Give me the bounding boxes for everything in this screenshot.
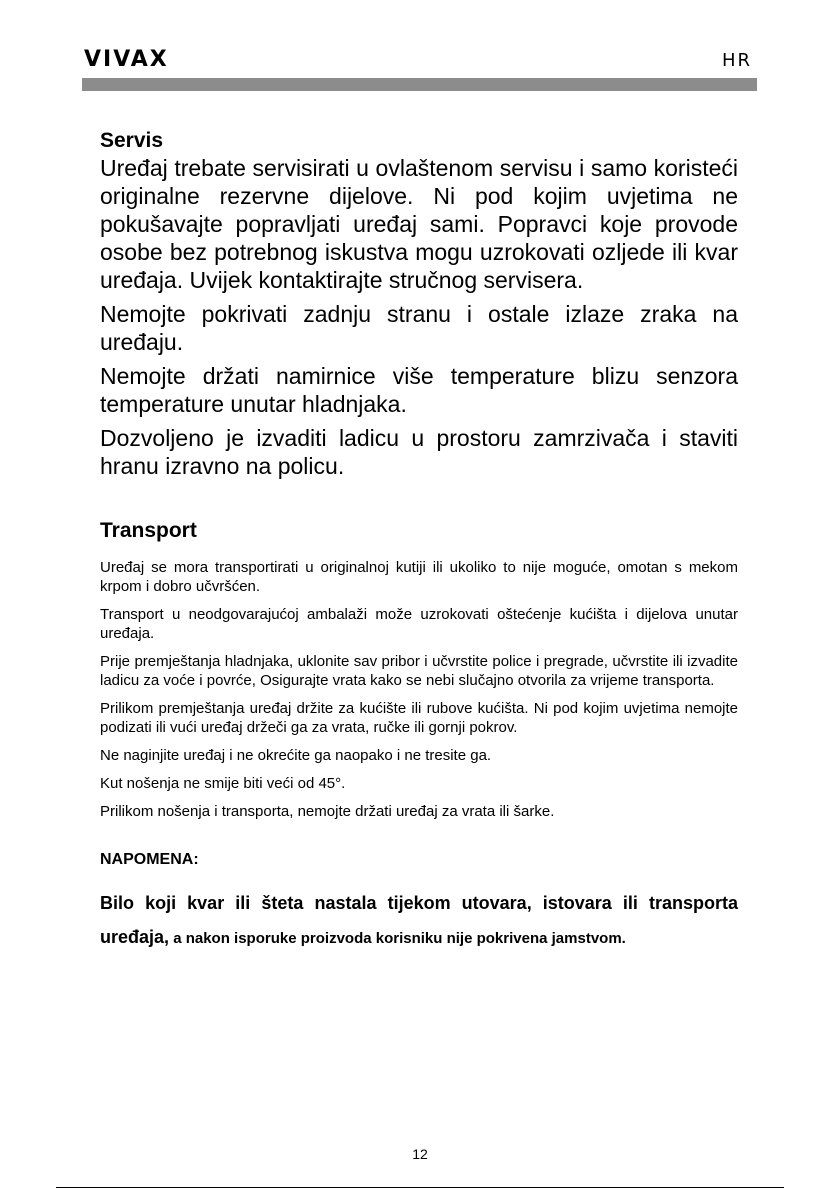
section-title-servis: Servis [100, 129, 164, 152]
note-text [100, 886, 738, 956]
servis-paragraph: Nemojte držati namirnice više temperature blizu senzora temperature unutar hladnjaka. [100, 363, 738, 417]
servis-paragraph: Uređaj trebate servisirati u ovlaštenom servisu i samo koristeći originalne rezervne dijelove. Ni pod kojim uvjetima ne pokušavajte popravljati uređaj sami. Popravci koje provode osobe bez potrebnog iskustva mogu uzrokovati ozljede ili kvar uređaja. Uvijek kontaktirajte stručnog servisera. [100, 155, 738, 293]
transport-paragraph: Kut nošenja ne smije biti veći od 45°. [100, 775, 346, 792]
section-title-transport: Transport [100, 519, 197, 542]
servis-paragraph: Dozvoljeno je izvaditi ladicu u prostoru zamrzivača i staviti hranu izravno na policu. [100, 425, 738, 479]
page-content [100, 128, 738, 956]
transport-paragraph: Prilikom nošenja i transporta, nemojte držati uređaj za vrata ili šarke. [100, 803, 555, 820]
footer-line [56, 1187, 784, 1188]
language-code: HR [721, 50, 752, 71]
page-number: 12 [412, 1146, 428, 1162]
transport-paragraph: Uređaj se mora transportirati u originalnoj kutiji ili ukoliko to nije moguće, omotan s mekom krpom i dobro učvršćen. [100, 559, 738, 595]
servis-paragraph: Nemojte pokrivati zadnju stranu i ostale izlaze zraka na uređaju. [100, 301, 738, 355]
transport-paragraph: Transport u neodgovarajućoj ambalaži može uzrokovati oštećenje kućišta i dijelova unutar uređaja. [100, 606, 738, 642]
transport-paragraph: Prije premještanja hladnjaka, uklonite sav pribor i učvrstite police i pregrade, učvrstite ili izvadite ladicu za voće i povrće, Osigurajte vrata kako se nebi slučajno otvorila za vrijeme transporta. [100, 653, 738, 689]
transport-paragraph: Prilikom premještanja uređaj držite za kućište ili rubove kućišta. Ni pod kojim uvjetima nemojte podizati ili vući uređaj držeči ga za vrata, ručke ili gornji pokrov. [100, 700, 738, 736]
note-text-small: a nakon isporuke proizvoda korisniku nije pokrivena jamstvom. [169, 930, 626, 947]
brand-logo: VIVAX [84, 47, 169, 72]
transport-paragraph: Ne naginjite uređaj i ne okrećite ga naopako i ne tresite ga. [100, 747, 492, 764]
note-text-large: Bilo koji kvar ili šteta nastala tijekom utovara, istovara ili transporta uređaja, [100, 893, 738, 947]
header-bar [82, 78, 757, 91]
note-title: NAPOMENA: [100, 851, 199, 868]
